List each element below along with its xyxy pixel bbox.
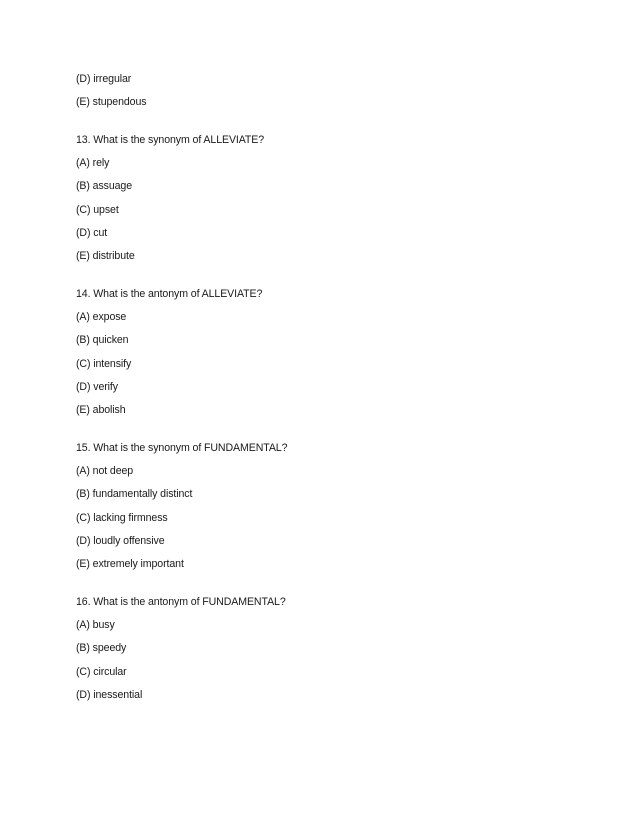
answer-option: (C) intensify xyxy=(76,357,132,370)
leading-options xyxy=(76,72,596,109)
answer-option: (E) distribute xyxy=(76,250,135,263)
question-block xyxy=(76,441,596,571)
answer-option: (B) quicken xyxy=(76,334,129,347)
answer-option: (B) fundamentally distinct xyxy=(76,488,193,501)
question-block xyxy=(76,595,596,702)
answer-option: (C) upset xyxy=(76,203,119,216)
answer-option: (D) loudly offensive xyxy=(76,534,165,547)
answer-option: (A) busy xyxy=(76,619,115,632)
page-content xyxy=(76,72,596,711)
question-block xyxy=(76,287,596,417)
question-block xyxy=(76,133,596,263)
answer-option: (E) stupendous xyxy=(76,96,147,109)
answer-option: (E) extremely important xyxy=(76,558,184,571)
question-prompt: 13. What is the synonym of ALLEVIATE? xyxy=(76,133,265,146)
answer-option: (D) inessential xyxy=(76,688,143,701)
answer-option: (E) abolish xyxy=(76,404,126,417)
answer-option: (A) rely xyxy=(76,157,110,170)
answer-option: (C) circular xyxy=(76,665,127,678)
answer-option: (D) cut xyxy=(76,226,108,239)
question-prompt: 16. What is the antonym of FUNDAMENTAL? xyxy=(76,595,286,608)
answer-option: (A) not deep xyxy=(76,465,134,478)
question-prompt: 15. What is the synonym of FUNDAMENTAL? xyxy=(76,441,288,454)
answer-option: (D) irregular xyxy=(76,73,132,85)
answer-option: (B) speedy xyxy=(76,642,127,655)
answer-option: (B) assuage xyxy=(76,180,133,193)
question-prompt: 14. What is the antonym of ALLEVIATE? xyxy=(76,287,263,300)
answer-option: (D) verify xyxy=(76,380,118,393)
answer-option: (C) lacking firmness xyxy=(76,511,168,524)
answer-option: (A) expose xyxy=(76,311,127,324)
